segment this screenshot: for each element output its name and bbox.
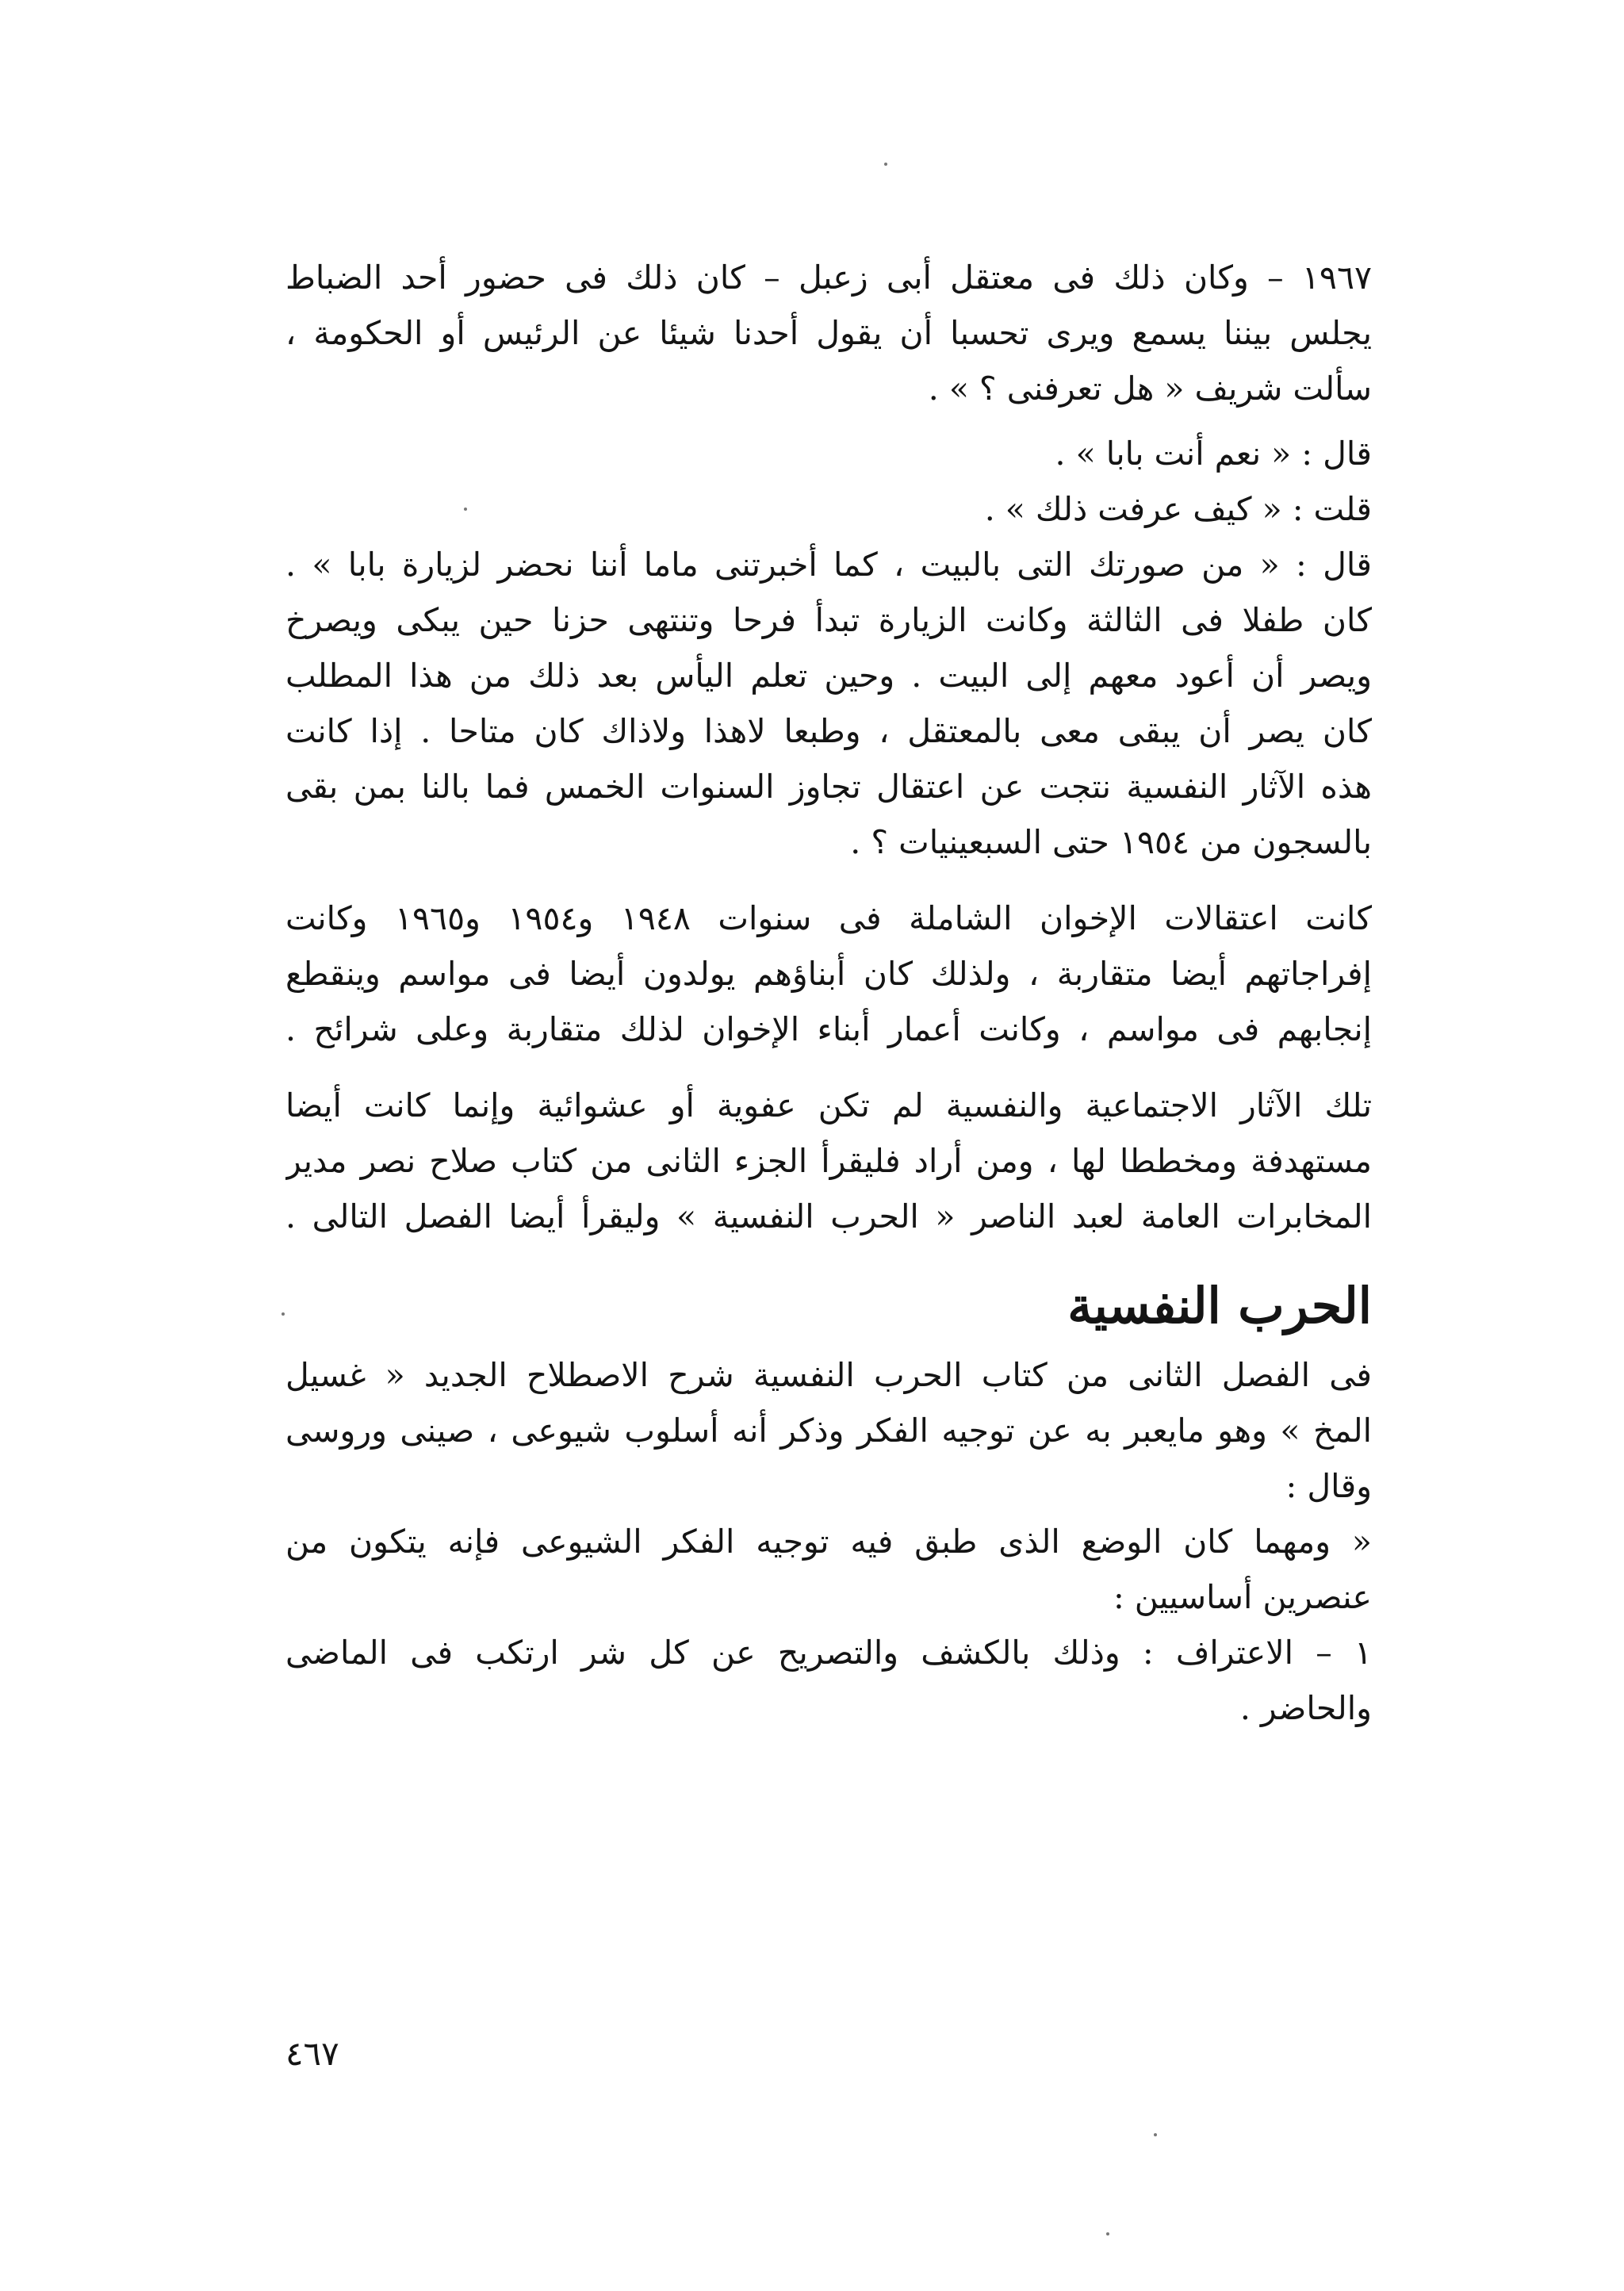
text-line: المخابرات العامة لعبد الناصر « الحرب النفسية » وليقرأ أيضا الفصل التالى .	[285, 1197, 1372, 1236]
text-line: بالسجون من ١٩٥٤ حتى السبعينيات ؟ .	[850, 823, 1372, 861]
text-line: تلك الآثار الاجتماعية والنفسية لم تكن عفوية أو عشوائية وإنما كانت أيضا	[285, 1086, 1372, 1124]
paragraph-4	[285, 1078, 1372, 1244]
scan-speck	[1154, 2133, 1157, 2136]
book-page	[285, 250, 1372, 1736]
text-line: قلت : « كيف عرفت ذلك » .	[984, 490, 1372, 528]
text-line: « ومهما كان الوضع الذى طبق فيه توجيه الفكر الشيوعى فإنه يتكون من	[285, 1523, 1372, 1561]
text-line: فى الفصل الثانى من كتاب الحرب النفسية شرح الاصطلاح الجديد « غسيل	[285, 1356, 1372, 1394]
text-line: إفراجاتهم أيضا متقاربة ، ولذلك كان أبناؤهم يولدون أيضا فى مواسم وينقطع	[285, 955, 1372, 993]
scan-speck	[884, 163, 887, 166]
text-line: ويصر أن أعود معهم إلى البيت . وحين تعلم اليأس بعد ذلك من هذا المطلب	[285, 657, 1372, 695]
text-line: عنصرين أساسيين :	[1113, 1578, 1372, 1616]
text-line: قال : « نعم أنت بابا » .	[1055, 435, 1372, 473]
paragraph-1	[285, 250, 1372, 416]
text-line: قال : « من صورتك التى بالبيت ، كما أخبرتنى ماما أننا نحضر لزيارة بابا » .	[285, 546, 1372, 584]
quote-paragraph	[285, 1514, 1372, 1625]
text-line: ١ – الاعتراف : وذلك بالكشف والتصريح عن كل شر ارتكب فى الماضى	[285, 1634, 1372, 1672]
page-number: ٤٦٧	[285, 2034, 339, 2073]
scan-speck	[464, 508, 467, 511]
list-item	[285, 1625, 1372, 1736]
text-line: وقال :	[1285, 1467, 1372, 1505]
text-line: والحاضر .	[1239, 1689, 1372, 1727]
paragraph-2	[285, 426, 1372, 870]
text-line: مستهدفة ومخططا لها ، ومن أراد فليقرأ الجزء الثانى من كتاب صلاح نصر مدير	[285, 1142, 1372, 1180]
text-line: المخ » وهو مايعبر به عن توجيه الفكر وذكر أنه أسلوب شيوعى ، صينى وروسى	[285, 1412, 1372, 1450]
text-line: إنجابهم فى مواسم ، وكانت أعمار أبناء الإخوان لذلك متقاربة وعلى شرائح .	[285, 1010, 1372, 1048]
text-line: كان طفلا فى الثالثة وكانت الزيارة تبدأ فرحا وتنتهى حزنا حين يبكى ويصرخ	[285, 601, 1372, 639]
text-line: يجلس بيننا يسمع ويرى تحسبا أن يقول أحدنا شيئا عن الرئيس أو الحكومة ،	[285, 314, 1372, 352]
text-line: سألت شريف « هل تعرفنى ؟ » .	[928, 370, 1372, 408]
scan-speck	[282, 1312, 285, 1316]
paragraph-3	[285, 891, 1372, 1057]
section-heading: الحرب النفسية	[1067, 1277, 1372, 1335]
text-line: ١٩٦٧ – وكان ذلك فى معتقل أبى زعبل – كان ذلك فى حضور أحد الضباط	[285, 259, 1372, 297]
scan-speck	[1106, 2232, 1109, 2235]
paragraph-5	[285, 1347, 1372, 1514]
text-line: كانت اعتقالات الإخوان الشاملة فى سنوات ١٩٤٨ و١٩٥٤ و١٩٦٥ وكانت	[285, 899, 1372, 937]
text-line: كان يصر أن يبقى معى بالمعتقل ، وطبعا لاهذا ولاذاك كان متاحا . إذا كانت	[285, 712, 1372, 750]
text-line: هذه الآثار النفسية نتجت عن اعتقال تجاوز السنوات الخمس فما بالنا بمن بقى	[285, 768, 1372, 806]
